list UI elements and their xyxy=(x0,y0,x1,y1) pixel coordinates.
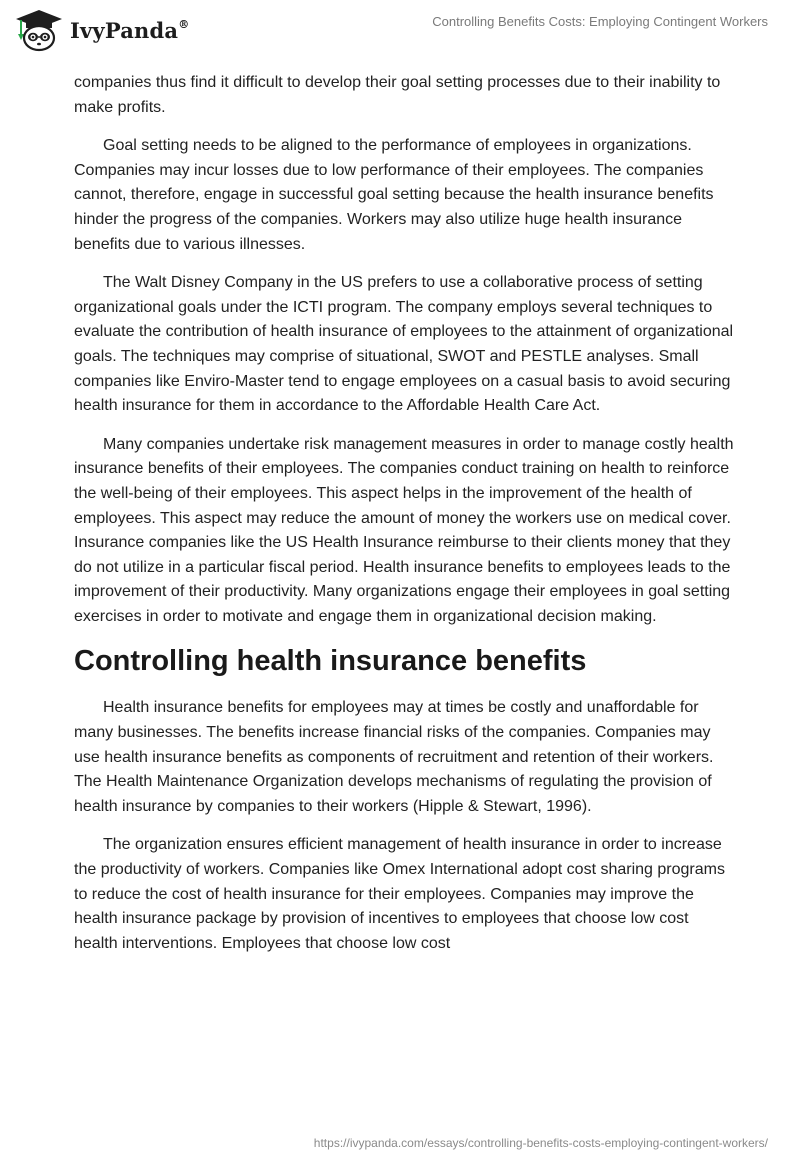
source-url[interactable]: https://ivypanda.com/essays/controlling-benefits-costs-employing-contingent-workers/ xyxy=(313,1136,768,1150)
article-body xyxy=(74,71,734,970)
section-heading: Controlling health insurance benefits xyxy=(74,645,587,678)
paragraph: The organization ensures efficient management of health insurance in order to increase the productivity of workers. Companies like Omex International adopt cost sharing programs to reduce the cost of health insurance for their employees. Companies may improve the health insurance package by provision of incentives to employees that choose low cost health interventions. Employees that choose low cost xyxy=(74,836,725,952)
paragraph: Goal setting needs to be aligned to the performance of employees in organizations. Companies may incur losses due to low performance of their employees. The companies cannot, therefore, engage in successful goal setting because the health insurance benefits hinder the progress of the companies. Workers may also utilize huge health insurance benefits due to various illnesses. xyxy=(74,137,714,253)
paragraph: Many companies undertake risk management measures in order to manage costly health insurance benefits of their employees. The companies conduct training on health to reinforce the well-being of their employees. This aspect helps in the improvement of the health of employees. This aspect may reduce the amount of money the workers use on medical cover. Insurance companies like the US Health Insurance reimburse to their clients money that they do not utilize in a particular fiscal period. Health insurance benefits to employees leads to the improvement of their productivity. Many organizations engage their employees in goal setting exercises in order to motivate and engage them in organizational decision making. xyxy=(74,435,734,625)
page-header xyxy=(0,0,800,66)
panda-graduate-icon xyxy=(14,8,64,52)
logo[interactable] xyxy=(14,8,189,52)
logo-text: IvyPanda® xyxy=(70,17,190,43)
document-title: Controlling Benefits Costs: Employing Contingent Workers xyxy=(432,14,768,29)
paragraph: The Walt Disney Company in the US prefers to use a collaborative process of setting organizational goals under the ICTI program. The company employs several techniques to evaluate the contribution of health insurance of employees to the attainment of organizational goals. The techniques may comprise of situational, SWOT and PESTLE analyses. Small companies like Enviro-Master tend to engage employees on a casual basis to avoid securing health insurance for them in accordance to the Affordable Health Care Act. xyxy=(74,274,734,415)
paragraph: Health insurance benefits for employees may at times be costly and unaffordable for many businesses. The benefits increase financial risks of the companies. Companies may use health insurance benefits as components of recruitment and retention of their workers. The Health Maintenance Organization develops mechanisms of regulating the provision of health insurance by companies to their workers (Hipple & Stewart, 1996). xyxy=(74,699,714,815)
paragraph: companies thus find it difficult to develop their goal setting processes due to their inability to make profits. xyxy=(74,74,721,116)
